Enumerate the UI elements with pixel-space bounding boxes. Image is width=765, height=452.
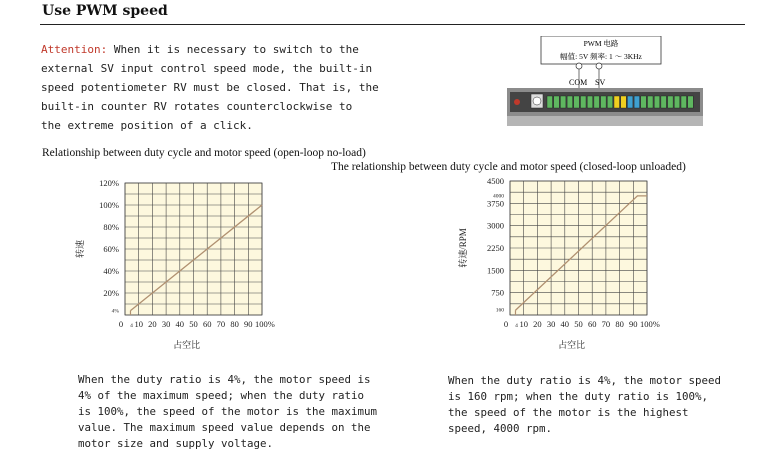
- x-tick-label: 30: [546, 319, 556, 329]
- y-tick-label: 120%: [99, 178, 119, 188]
- x-tick-label: 10: [134, 319, 143, 329]
- chart-2-description-line: When the duty ratio is 4%, the motor speed: [448, 374, 722, 387]
- x-tick-label: 90: [244, 319, 253, 329]
- chart-1-description-line: value. The maximum speed value depends on the: [78, 421, 371, 434]
- x-tick-label: 80: [615, 319, 624, 329]
- y-tick-label: 4500: [487, 176, 504, 186]
- com-label: COM: [569, 78, 588, 87]
- chart-2-description-line: is 160 rpm; when the duty ratio is 100%,: [448, 390, 709, 403]
- chart-1-description: [78, 372, 377, 452]
- pwm-box-title: PWM 电路: [583, 39, 619, 48]
- page-title: Use PWM speed: [42, 3, 168, 19]
- x-tick-label: 4: [130, 323, 133, 329]
- x-tick-label: 0: [118, 319, 124, 329]
- chart-1-description-line: is 100%, the speed of the motor is the maximum: [78, 405, 378, 418]
- x-tick-label: 100%: [255, 319, 275, 329]
- x-axis-label: 占空比: [173, 340, 201, 350]
- y-tick-label: 750: [491, 287, 504, 298]
- x-tick-label: 70: [216, 319, 226, 329]
- x-tick-label: 40: [175, 319, 185, 329]
- x-tick-label: 90: [629, 319, 638, 329]
- y-tick-label: 4000: [493, 193, 504, 200]
- x-tick-label: 50: [189, 319, 198, 329]
- y-tick-label: 20%: [103, 288, 119, 298]
- x-tick-label: 60: [202, 319, 212, 329]
- chart-1-description-line: When the duty ratio is 4%, the motor speed is: [78, 373, 371, 386]
- y-tick-label: 100%: [99, 200, 119, 210]
- y-axis-label: 转速/RPM: [458, 228, 468, 268]
- attention-line-3: speed potentiometer RV must be closed. That is, the: [41, 81, 379, 94]
- x-tick-label: 40: [560, 319, 570, 329]
- attention-label: Attention:: [41, 43, 108, 56]
- chart-2-description-line: speed, 4000 rpm.: [448, 422, 553, 435]
- y-tick-label: 40%: [103, 266, 119, 276]
- y-tick-label: 4%: [111, 308, 119, 315]
- y-tick-label: 60%: [103, 244, 119, 254]
- x-tick-label: 100%: [640, 319, 660, 329]
- x-tick-label: 10: [519, 319, 528, 329]
- y-tick-label: 3750: [487, 198, 504, 209]
- y-tick-label: 80%: [103, 222, 119, 232]
- chart-1-description-line: motor size and supply voltage.: [78, 437, 274, 450]
- chart-2-description-line: the speed of the motor is the highest: [448, 406, 689, 419]
- chart-1-description-line: 4% of the maximum speed; when the duty ratio: [78, 389, 365, 402]
- x-tick-label: 20: [148, 319, 157, 329]
- x-tick-label: 80: [230, 319, 239, 329]
- x-tick-label: 20: [533, 319, 542, 329]
- chart-2-description: [448, 373, 721, 437]
- chart-1-title: Relationship between duty cycle and motor speed (open-loop no-load): [42, 147, 366, 159]
- y-tick-label: 2250: [487, 243, 504, 253]
- x-tick-label: 70: [601, 319, 611, 329]
- x-axis-label: 占空比: [558, 340, 586, 350]
- y-tick-label: 3000: [487, 220, 504, 231]
- y-tick-label: 160: [495, 307, 504, 314]
- x-tick-label: 4: [515, 323, 518, 329]
- pwm-box-line: 幅值: 5V 频率: 1 ～ 3KHz: [560, 52, 642, 61]
- chart-2-title: The relationship between duty cycle and motor speed (closed-loop unloaded): [331, 161, 686, 173]
- x-tick-label: 30: [161, 319, 171, 329]
- y-axis-label: 转速: [75, 239, 85, 259]
- y-tick-label: 1500: [487, 265, 504, 276]
- attention-line-4: built-in counter RV rotates counterclockwise to: [41, 100, 353, 113]
- attention-line-5: the extreme position of a click.: [41, 119, 253, 132]
- attention-line-1: When it is necessary to switch to the: [107, 43, 359, 56]
- sv-label: SV: [595, 78, 606, 87]
- attention-line-2: external SV input control speed mode, the built-in: [41, 62, 373, 75]
- x-tick-label: 60: [587, 319, 597, 329]
- x-tick-label: 0: [503, 319, 509, 329]
- x-tick-label: 50: [574, 319, 583, 329]
